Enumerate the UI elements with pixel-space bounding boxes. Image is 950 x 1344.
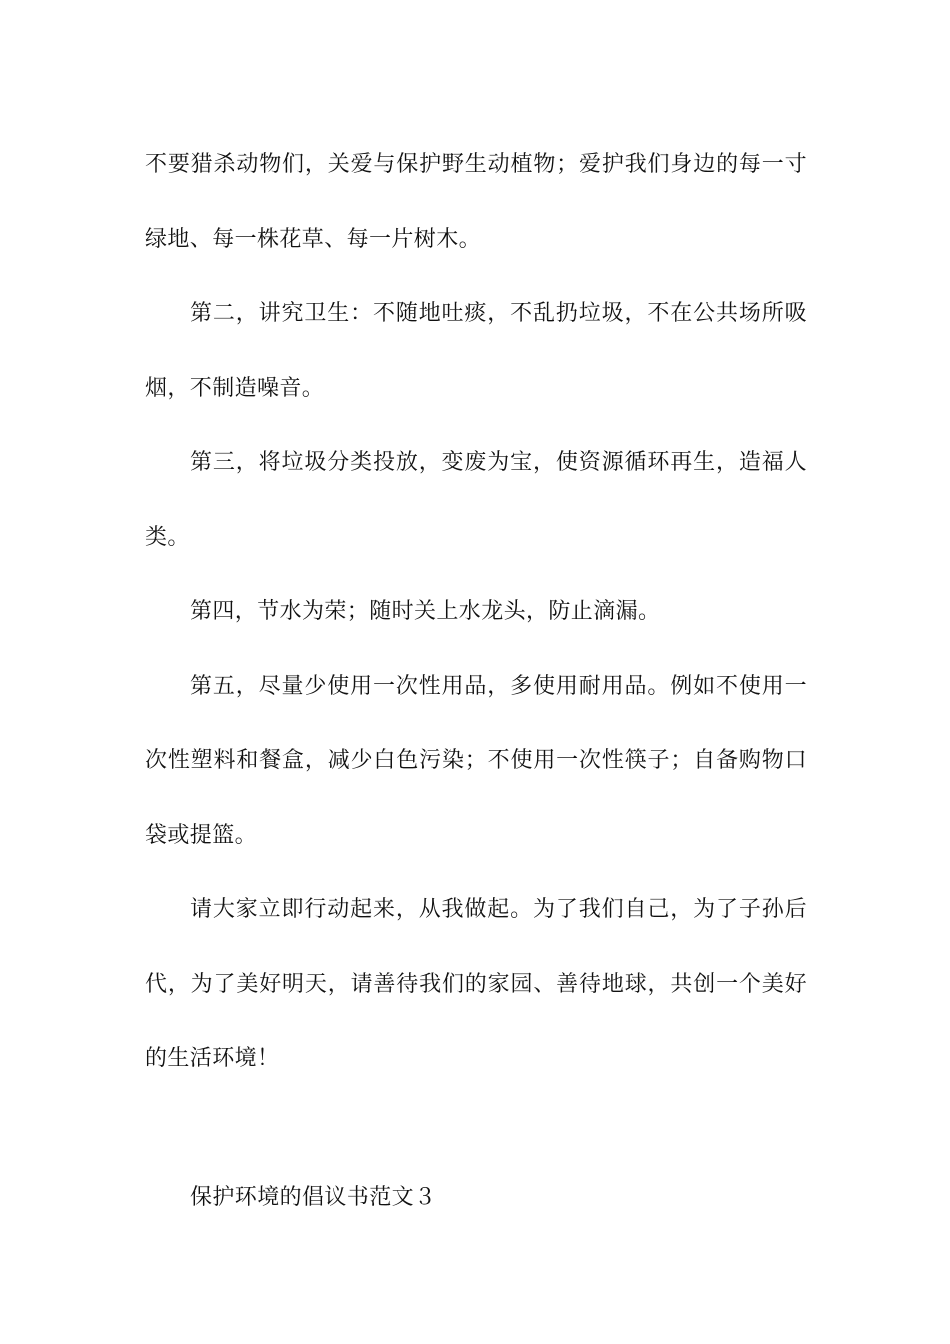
paragraph-water-saving: 第四，节水为荣；随时关上水龙头，防止滴漏。: [190, 599, 661, 624]
paragraph-hygiene: 第二，讲究卫生：不随地吐痰，不乱扔垃圾，不在公共场所吸烟，不制造噪音。: [145, 301, 807, 401]
document-body: [145, 128, 807, 1097]
paragraph-garbage-sorting: 第三，将垃圾分类投放，变废为宝，使资源循环再生，造福人类。: [145, 450, 807, 550]
paragraph-disposables: 第五，尽量少使用一次性用品，多使用耐用品。例如不使用一次性塑料和餐盒，减少白色污染；不使用一次性筷子；自备购物口袋或提篮。: [145, 673, 807, 848]
paragraph-continuation: 不要猎杀动物们，关爱与保护野生动植物；爱护我们身边的每一寸绿地、每一株花草、每一片树木。: [145, 152, 807, 252]
section-heading: 保护环境的倡议书范文３: [190, 1185, 437, 1210]
paragraph-call-to-action: 请大家立即行动起来，从我做起。为了我们自己，为了子孙后代，为了美好明天，请善待我们的家园、善待地球，共创一个美好的生活环境！: [145, 897, 807, 1071]
